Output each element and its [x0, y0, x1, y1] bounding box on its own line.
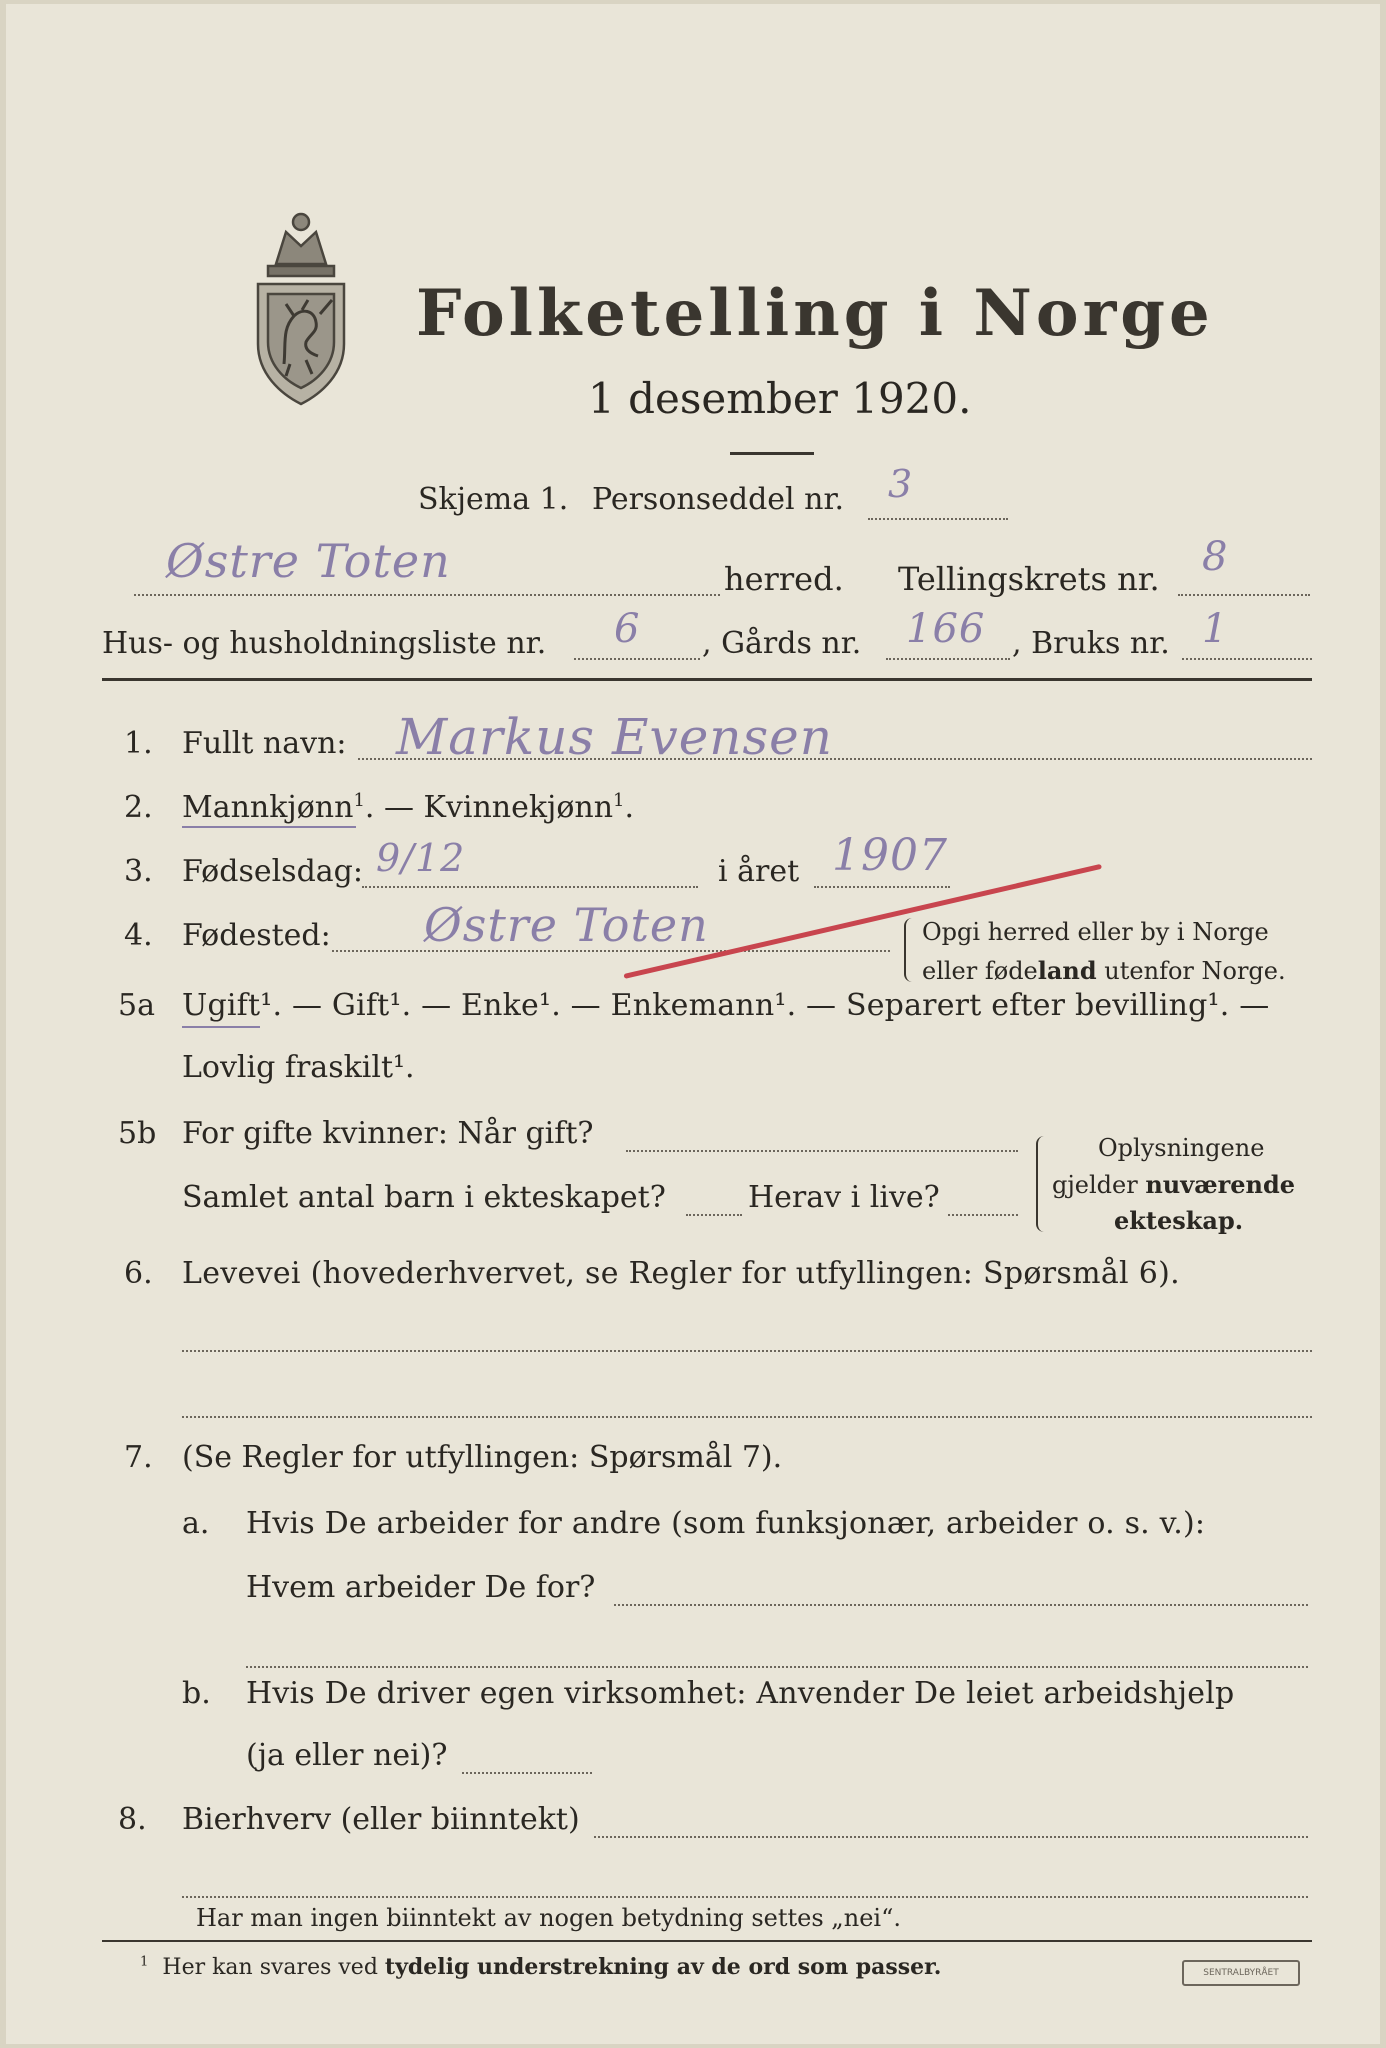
q7b-line-2: (ja eller nei)? — [246, 1738, 448, 1773]
alive-line — [948, 1214, 1018, 1216]
ugift-underline — [182, 1026, 260, 1028]
personseddel-label: Personseddel nr. — [592, 482, 845, 517]
q5b-alive: Herav i live? — [748, 1180, 940, 1215]
q2-number: 2. — [124, 790, 153, 825]
marital-status-options[interactable]: Ugift¹. — Gift¹. — Enke¹. — Enkemann¹. — Separert efter bevilling¹. — — [182, 988, 1270, 1023]
footnote — [140, 1954, 941, 1980]
employer-line-2 — [246, 1666, 1308, 1668]
q5b-note-2 — [1052, 1170, 1295, 1199]
employer-line-1 — [614, 1604, 1308, 1606]
tellingskrets-label: Tellingskrets nr. — [898, 560, 1160, 598]
q7a-line-1: Hvis De arbeider for andre (som funksjonær, arbeider o. s. v.): — [246, 1506, 1206, 1541]
q4-note-2b: land — [1037, 956, 1097, 985]
q3-label: Fødselsdag: — [182, 854, 363, 889]
year-label: i året — [718, 854, 800, 889]
male-underline — [182, 826, 356, 828]
form-date: 1 desember 1920. — [588, 374, 972, 423]
birthyear-line — [814, 886, 950, 888]
birthyear-value[interactable]: 1907 — [832, 830, 948, 881]
q3-number: 3. — [124, 854, 153, 889]
q2-options: Mannkjønn$^1$. — Kvinnekjønn$^1$. — [182, 790, 635, 825]
q4-number: 4. — [124, 918, 153, 953]
header-rule — [102, 678, 1312, 681]
footer-rule — [102, 1940, 1312, 1942]
skjema-label: Skjema 1. — [418, 482, 569, 517]
title-divider — [730, 452, 814, 455]
printer-stamp-text: SENTRALBYRÅET — [1203, 1968, 1279, 1978]
q7a-letter: a. — [182, 1506, 210, 1541]
q5b-number: 5b — [118, 1116, 157, 1151]
q5b-married-when: For gifte kvinner: Når gift? — [182, 1116, 594, 1151]
q1-label: Fullt navn: — [182, 726, 347, 761]
personseddel-line — [868, 518, 1008, 520]
q5b-note-3: ekteskap. — [1114, 1206, 1244, 1235]
q6-number: 6. — [124, 1256, 153, 1291]
personseddel-value[interactable]: 3 — [888, 462, 914, 506]
q7-label: (Se Regler for utfyllingen: Spørsmål 7). — [182, 1440, 783, 1475]
q7b-letter: b. — [182, 1676, 211, 1711]
male-option[interactable]: Mannkjønn — [182, 790, 354, 825]
tellingskrets-value[interactable]: 8 — [1202, 534, 1229, 580]
herred-label: herred. — [724, 560, 844, 598]
q8-label: Bierhverv (eller biinntekt) — [182, 1802, 580, 1837]
full-name-line — [358, 758, 1312, 760]
birthplace-line — [332, 950, 890, 952]
footnote-text-b: tydelig understrekning av de ord som passer. — [384, 1954, 942, 1980]
herred-value[interactable]: Østre Toten — [166, 534, 451, 588]
female-option[interactable]: Kvinnekjønn — [423, 790, 614, 825]
q5a-number: 5a — [118, 988, 155, 1023]
gards-value[interactable]: 166 — [906, 606, 986, 652]
marital-status-divorced[interactable]: Lovlig fraskilt¹. — [182, 1050, 415, 1085]
children-line — [686, 1214, 742, 1216]
occupation-line-1 — [182, 1350, 1312, 1352]
married-when-line — [626, 1150, 1018, 1152]
q5b-note-1: Oplysningene — [1098, 1134, 1265, 1162]
q4-note-2c: utenfor Norge. — [1096, 957, 1286, 985]
hus-value[interactable]: 6 — [614, 606, 641, 652]
q7b-line-1: Hvis De driver egen virksomhet: Anvender De leiet arbeidshjelp — [246, 1676, 1235, 1711]
gards-label: , Gårds nr. — [702, 626, 862, 661]
full-name-value[interactable]: Markus Evensen — [396, 708, 833, 766]
footnote-mark: 1 — [140, 1954, 149, 1970]
q4-label: Fødested: — [182, 918, 331, 953]
birthplace-value[interactable]: Østre Toten — [424, 898, 709, 952]
norwegian-coat-of-arms-icon — [246, 204, 356, 409]
q4-brace — [904, 918, 916, 982]
q4-note-1: Opgi herred eller by i Norge — [922, 918, 1269, 946]
q5b-brace — [1036, 1136, 1048, 1232]
hus-label: Hus- og husholdningsliste nr. — [102, 626, 547, 661]
q6-label: Levevei (hovederhvervet, se Regler for utfyllingen: Spørsmål 6). — [182, 1256, 1180, 1291]
q8-number: 8. — [118, 1802, 147, 1837]
q1-number: 1. — [124, 726, 153, 761]
q5b-children: Samlet antal barn i ekteskapet? — [182, 1180, 666, 1215]
q4-note-2 — [922, 956, 1286, 985]
tellingskrets-line — [1178, 594, 1310, 596]
biinntekt-note: Har man ingen biinntekt av nogen betydning settes „nei“. — [196, 1904, 901, 1932]
hired-help-line — [462, 1772, 592, 1774]
census-form — [6, 4, 1380, 2044]
bruks-value[interactable]: 1 — [1202, 606, 1229, 652]
printer-stamp — [1182, 1960, 1300, 1986]
q5b-note-2b: nuværende — [1145, 1170, 1296, 1199]
form-title: Folketelling i Norge — [416, 276, 1214, 351]
bruks-label: , Bruks nr. — [1012, 626, 1170, 661]
q7-number: 7. — [124, 1440, 153, 1475]
q2-end: . — [624, 790, 635, 825]
occupation-line-2 — [182, 1416, 1312, 1418]
birthdate-value[interactable]: 9/12 — [376, 836, 466, 880]
herred-line — [134, 594, 720, 596]
birthdate-line — [362, 886, 698, 888]
footnote-text-a: Her kan svares ved — [162, 1955, 385, 1980]
side-income-line-2 — [182, 1896, 1308, 1898]
q2-separator: . — — [364, 790, 424, 825]
side-income-line-1 — [594, 1836, 1308, 1838]
q7a-line-2: Hvem arbeider De for? — [246, 1570, 596, 1605]
q5b-note-2a: gjelder — [1052, 1171, 1146, 1199]
gards-line — [886, 658, 1010, 660]
q4-note-2a: eller føde — [922, 957, 1038, 985]
bruks-line — [1182, 658, 1312, 660]
hus-line — [574, 658, 700, 660]
